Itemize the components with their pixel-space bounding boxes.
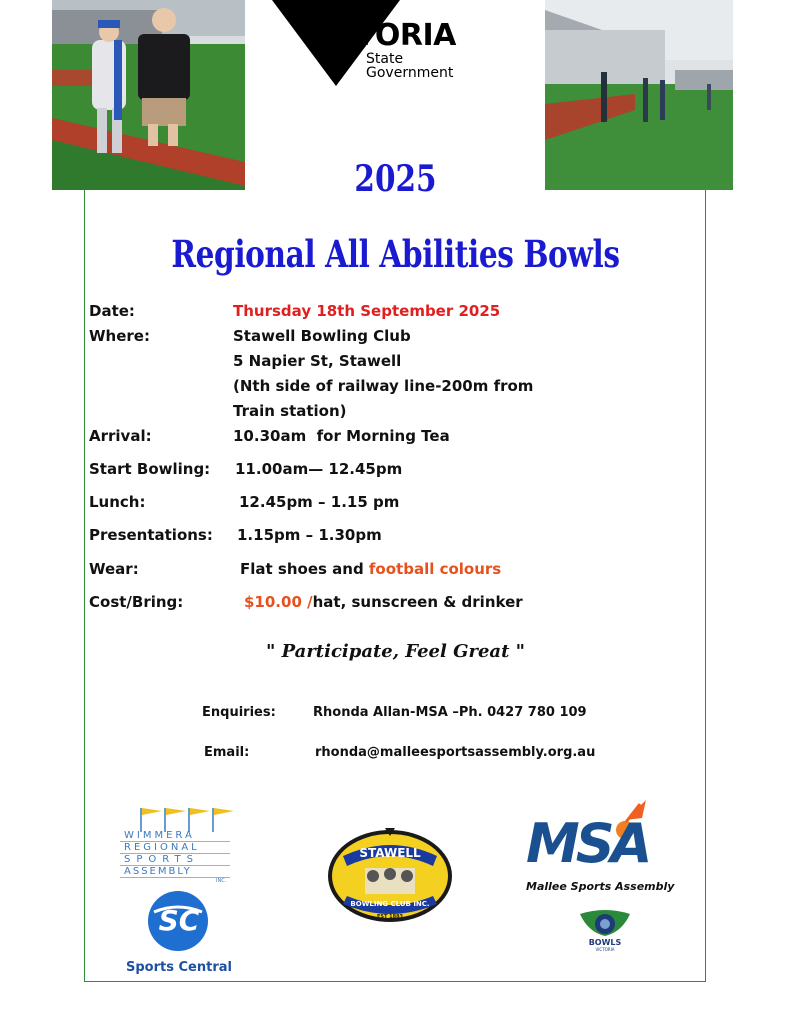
- msa-name: [526, 880, 674, 893]
- detail-value-highlight: $10.00 /: [244, 593, 313, 611]
- msa-logo: [522, 798, 682, 898]
- msa-name-part: Mallee: [526, 880, 571, 893]
- detail-value: (Nth side of railway line-200m from: [233, 377, 534, 395]
- wimmera-line: ASSEMBLY: [124, 866, 192, 877]
- stawell-badge-icon: [325, 826, 455, 926]
- victoria-word: VICTORIA: [300, 18, 456, 53]
- detail-label: Cost/Bring:: [89, 593, 184, 611]
- detail-value-plain: Flat shoes and: [240, 560, 369, 578]
- detail-label: Wear:: [89, 560, 139, 578]
- msa-mark: MSA: [526, 812, 649, 875]
- detail-value-plain: hat, sunscreen & drinker: [312, 593, 523, 611]
- detail-value-highlight: football colours: [368, 560, 502, 578]
- bowls-name: BOWLS: [588, 938, 622, 947]
- wimmera-line: SPORTS: [124, 854, 199, 865]
- sports-central-logo: [124, 888, 234, 978]
- event-title: Regional All Abilities Bowls: [171, 232, 620, 276]
- stawell-bowling-club-logo: [325, 826, 455, 926]
- sports-central-name: Sports Central: [126, 960, 232, 975]
- detail-label: Arrival:: [89, 427, 152, 445]
- wimmera-logo: [120, 806, 245, 886]
- bowls-sub: VICTORIA: [595, 947, 615, 952]
- detail-value: 12.45pm – 1.15 pm: [239, 493, 400, 511]
- detail-value: [240, 560, 501, 578]
- slogan: " Participate, Feel Great ": [265, 641, 526, 662]
- enquiries-label: Enquiries:: [202, 705, 276, 720]
- detail-value: 10.30am for Morning Tea: [233, 427, 450, 445]
- sports-central-mark: SC: [158, 904, 200, 937]
- detail-label: Presentations:: [89, 526, 213, 544]
- detail-value: Stawell Bowling Club: [233, 327, 411, 345]
- wimmera-rules: [120, 841, 245, 881]
- msa-name-part: Sports Assembly: [570, 880, 675, 893]
- wimmera-inc: INC.: [216, 878, 227, 884]
- detail-value: 11.00am— 12.45pm: [235, 460, 403, 478]
- stawell-est-text: EST 1883: [376, 914, 404, 920]
- event-year: 2025: [354, 158, 437, 200]
- detail-label: Date:: [89, 302, 135, 320]
- detail-value: Thursday 18th September 2025: [233, 302, 501, 320]
- detail-label: Lunch:: [89, 493, 146, 511]
- email-value[interactable]: rhonda@malleesportsassembly.org.au: [315, 745, 596, 760]
- bowls-victoria-logo: [572, 908, 638, 954]
- email-label: Email:: [204, 745, 250, 760]
- victoria-sub-state: State: [366, 51, 404, 67]
- flags-icon: [120, 806, 245, 832]
- detail-label: Start Bowling:: [89, 460, 211, 478]
- bowls-ball-icon: [572, 908, 638, 940]
- wimmera-line: REGIONAL: [124, 842, 200, 853]
- enquiries-value: Rhonda Allan-MSA –Ph. 0427 780 109: [313, 705, 587, 720]
- victoria-sub-government: Government: [366, 65, 454, 81]
- victoria-wordmark: [300, 18, 456, 53]
- wimmera-line: WIMMERA: [124, 830, 195, 841]
- stawell-top-text: STAWELL: [359, 846, 421, 860]
- detail-label: Where:: [89, 327, 150, 345]
- detail-value: 5 Napier St, Stawell: [233, 352, 402, 370]
- detail-value: Train station): [233, 402, 347, 420]
- stawell-bottom-text: BOWLING CLUB INC.: [350, 900, 430, 908]
- detail-value: 1.15pm – 1.30pm: [237, 526, 382, 544]
- detail-value: [244, 593, 523, 611]
